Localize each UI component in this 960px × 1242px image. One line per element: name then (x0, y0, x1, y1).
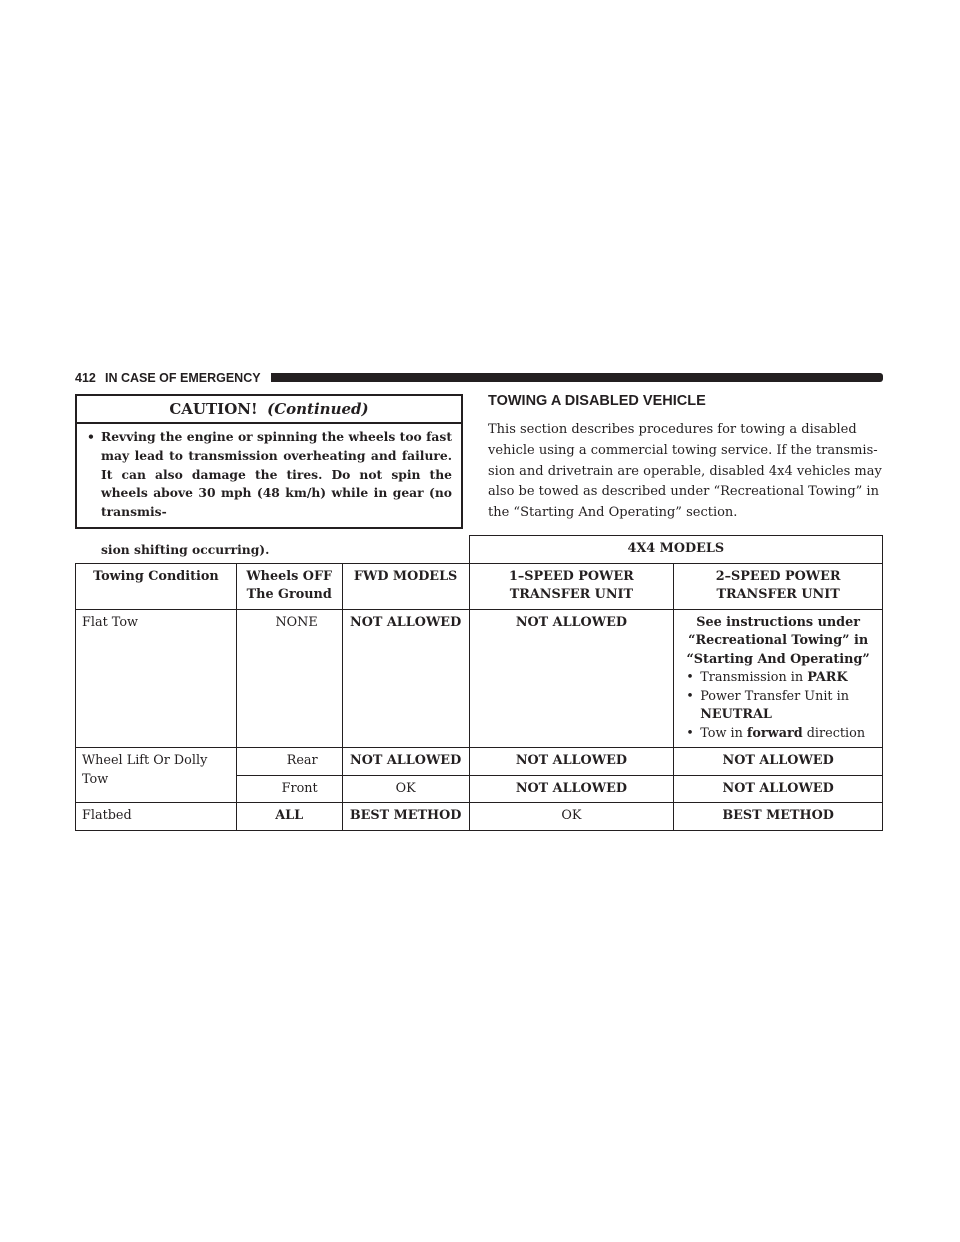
cell-wheels: NONE (236, 609, 342, 748)
group-header-4x4: 4X4 MODELS (469, 536, 882, 564)
header-wheels-off: Wheels OFF The Ground (236, 563, 342, 609)
item-text: Power Transfer Unit in (700, 688, 849, 704)
cell-1-speed: OK (469, 803, 674, 831)
header-towing-condition: Towing Condition (76, 563, 237, 609)
caution-continued: (Continued) (267, 400, 369, 418)
header-1-speed: 1–SPEED POWER TRANSFER UNIT (469, 563, 674, 609)
towing-section (488, 392, 882, 524)
caution-label: CAUTION! (169, 400, 258, 418)
cell-1-speed: NOT ALLOWED (469, 748, 674, 776)
cell-wheels: Rear (236, 748, 342, 776)
caution-box (75, 394, 463, 557)
page-number: 412 (75, 371, 96, 385)
towing-table (75, 535, 883, 831)
towing-title: TOWING A DISABLED VEHICLE (488, 393, 706, 409)
cell-wheels: Front (236, 775, 342, 803)
header-rule (271, 373, 883, 382)
bullet-icon: • (686, 670, 694, 685)
section-title: IN CASE OF EMERGENCY (105, 371, 261, 385)
cell-2-speed: NOT ALLOWED (674, 775, 883, 803)
cell-2-speed: NOT ALLOWED (674, 748, 883, 776)
towing-paragraph: This section describes procedures for towing a disabled vehicle using a commercial towing service. If the transmis-sion and drivetrain are operable, disabled 4x4 vehicles may also be towed as described under “Recreational Towing” in the “Starting And Operating” section. (488, 422, 882, 521)
cell-1-speed: NOT ALLOWED (469, 775, 674, 803)
cell-wheels: ALL (236, 803, 342, 831)
table-row (76, 748, 883, 776)
instructions-heading: See instructions under “Recreational Towing” in “Starting And Operating” (686, 614, 870, 667)
cell-fwd: BEST METHOD (342, 803, 469, 831)
caution-text: Revving the engine or spinning the wheels too fast may lead to transmission overheating and failure. It can also damage the tires. Do not spin the wheels above 30 mph (48 km/h) while in gear (no transmis- (101, 429, 452, 520)
cell-fwd: NOT ALLOWED (342, 609, 469, 748)
header-2-speed: 2–SPEED POWER TRANSFER UNIT (674, 563, 883, 609)
cell-fwd: OK (342, 775, 469, 803)
table-row (76, 536, 883, 564)
caution-text-end: sion shifting occurring). (101, 541, 270, 557)
item-text: Transmission in (700, 670, 808, 685)
table-row (76, 803, 883, 831)
list-item (680, 669, 876, 688)
cell-1-speed: NOT ALLOWED (469, 609, 674, 748)
table-corner (76, 536, 470, 564)
item-text: Tow in (700, 725, 747, 741)
cell-condition: Wheel Lift Or Dolly Tow (76, 748, 237, 803)
item-bold: forward (746, 725, 803, 741)
page-header (75, 370, 883, 386)
list-item (680, 725, 876, 744)
caution-title (77, 396, 461, 424)
cell-condition: Flat Tow (76, 609, 237, 748)
cell-fwd: NOT ALLOWED (342, 748, 469, 776)
table-header-row (76, 563, 883, 609)
bullet-icon: • (686, 725, 694, 741)
list-item (680, 688, 876, 725)
cell-condition: Flatbed (76, 803, 237, 831)
cell-2-speed: BEST METHOD (674, 803, 883, 831)
cell-2-speed-instructions (674, 609, 883, 748)
table-row (76, 609, 883, 748)
bullet-icon: • (87, 429, 95, 444)
item-text-end: direction (802, 725, 866, 741)
bullet-icon: • (686, 688, 694, 704)
item-bold: NEUTRAL (700, 707, 772, 722)
header-fwd-models: FWD MODELS (342, 563, 469, 609)
item-bold: PARK (807, 670, 848, 685)
